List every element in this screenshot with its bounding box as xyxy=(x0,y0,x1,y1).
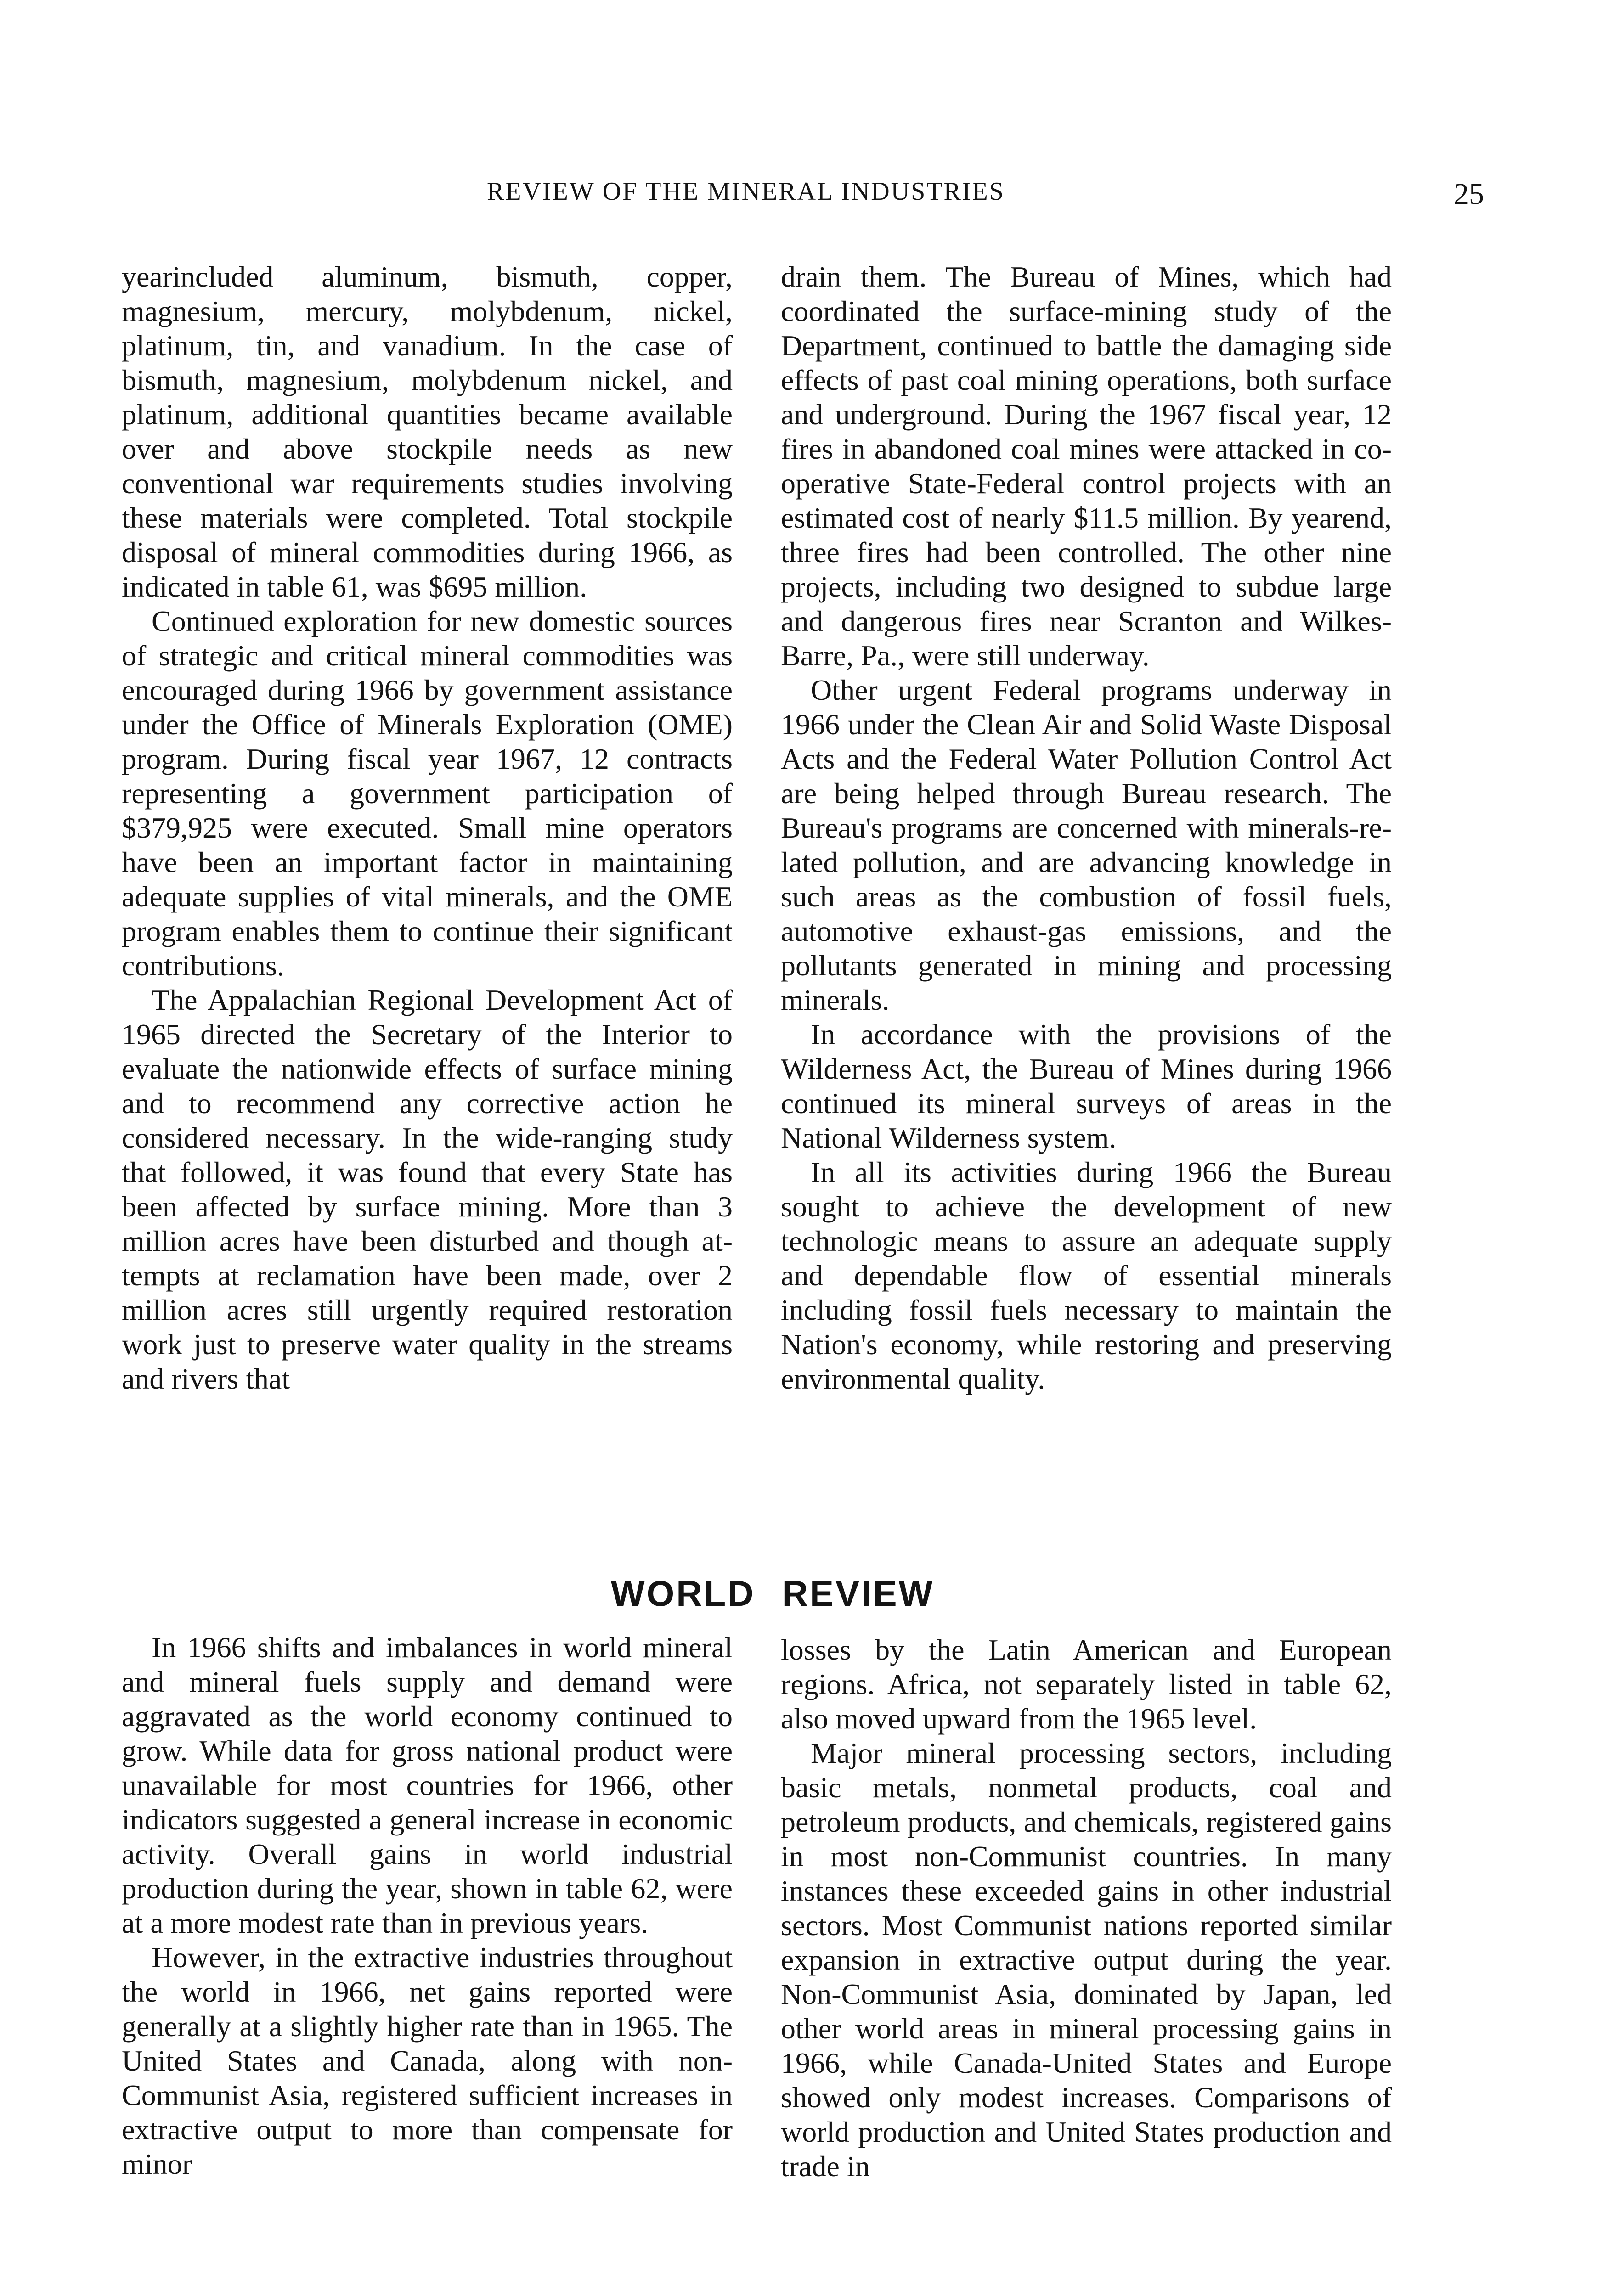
paragraph: Major mineral processing sectors, including basic metals, nonmetal products, coal and petroleum products, and chemicals, registered gains in most non-Communist countries. In many instances these exceeded gains in other industrial sectors. Most Communist nations reported similar expansion in extractive output during the year. Non-Communist Asia, dominated by Japan, led other world areas in mineral processing gains in 1966, while Canada-United States and Europe showed only modest increases. Comparisons of world production and United States production and trade in xyxy=(781,1737,1392,2183)
paragraph: However, in the extractive industries throughout the world in 1966, net gains reported were generally at a slightly higher rate than in 1965. The United States and Canada, along with non-Communist Asia, registered sufficient increases in extractive output to more than compensate for minor xyxy=(122,1941,733,2180)
paragraph: The Appalachian Regional Development Act of 1965 directed the Secretary of the Interior to evaluate the nationwide effects of surface mining and to recommend any corrective action he considered necessary. In the wide-ranging study that followed, it was found that every State has been affected by surface mining. More than 3 million acres have been disturbed and though attempts at reclamation have been made, over 2 million acres still urgently required restoration work just to preserve water quality in the streams and rivers that xyxy=(122,984,733,1395)
upper-right-column xyxy=(781,259,1392,1396)
section-heading-word: WORLD xyxy=(611,1573,756,1614)
paragraph: Continued exploration for new domestic sources of strategic and critical mineral commodities was encouraged during 1966 by government assistance under the Office of Minerals Exploration (OME) program. During fiscal year 1967, 12 contracts representing a government participation of $379,925 were executed. Small mine operators have been an important factor in maintaining adequate supplies of vital minerals, and the OME program enables them to continue their significant contributions. xyxy=(122,605,733,982)
paragraph: Other urgent Federal programs underway in 1966 under the Clean Air and Solid Waste Disposal Acts and the Federal Water Pollution Control Act are being helped through Bureau research. The Bureau's programs are concerned with minerals-related pollution, and are advancing knowledge in such areas as the combustion of fossil fuels, automotive exhaust-gas emissions, and the pollutants generated in mining and processing minerals. xyxy=(781,674,1392,1016)
upper-left-column xyxy=(122,259,733,1396)
paragraph: In 1966 shifts and imbalances in world mineral and mineral fuels supply and demand were aggravated as the world economy continued to grow. While data for gross national product were unavailable for most countries for 1966, other indicators suggested a general increase in economic activity. Overall gains in world industrial production during the year, shown in table 62, were at a more modest rate than in previous years. xyxy=(122,1631,733,1939)
running-head: REVIEW OF THE MINERAL INDUSTRIES xyxy=(487,177,1005,206)
paragraph: In accordance with the provisions of the Wilderness Act, the Bureau of Mines during 1966 continued its mineral surveys of areas in the National Wilderness system. xyxy=(781,1018,1392,1154)
paragraph: yearincluded aluminum, bismuth, copper, magnesium, mercury, molybdenum, nickel, platinum, tin, and vanadium. In the case of bismuth, magnesium, molybdenum nickel, and platinum, additional quantities became available over and above stockpile needs as new conventional war requirements studies involving these materials were completed. Total stockpile disposal of mineral commodities during 1966, as indicated in table 61, was $695 million. xyxy=(122,260,733,603)
page-number: 25 xyxy=(1454,177,1484,211)
lower-right-column xyxy=(781,1632,1392,2183)
lower-left-column xyxy=(122,1630,733,2181)
paragraph: losses by the Latin American and European regions. Africa, not separately listed in table 62, also moved upward from the 1965 level. xyxy=(781,1633,1392,1735)
section-heading-word: REVIEW xyxy=(782,1573,935,1614)
paragraph: In all its activities during 1966 the Bureau sought to achieve the development of new technologic means to assure an adequate supply and dependable flow of essential minerals including fossil fuels necessary to maintain the Nation's economy, while restoring and preserving environmental quality. xyxy=(781,1156,1392,1395)
paragraph: drain them. The Bureau of Mines, which had coordinated the surface-mining study of the Department, continued to battle the damaging side effects of past coal mining operations, both surface and underground. During the 1967 fiscal year, 12 fires in abandoned coal mines were attacked in cooperative State-Federal control projects with an estimated cost of nearly $11.5 million. By yearend, three fires had been controlled. The other nine projects, including two designed to subdue large and dangerous fires near Scranton and Wilkes-Barre, Pa., were still underway. xyxy=(781,260,1392,672)
section-heading-world-review xyxy=(611,1573,934,1615)
